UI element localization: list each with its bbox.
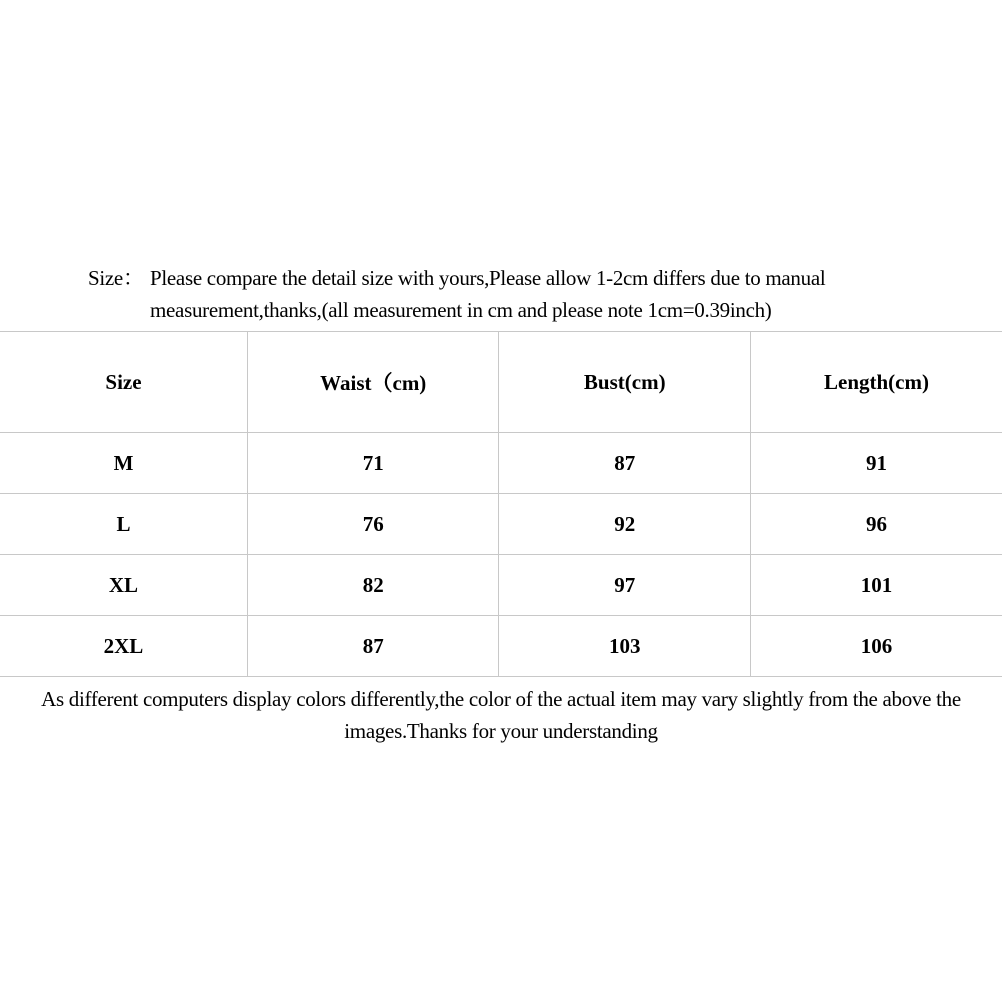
table-row [0, 494, 1002, 555]
cell-bust: 103 [499, 616, 751, 677]
cell-size: L [0, 494, 247, 555]
cell-size: M [0, 433, 247, 494]
header-length: Length(cm) [750, 332, 1002, 433]
header-size: Size [0, 332, 247, 433]
cell-length: 96 [750, 494, 1002, 555]
size-intro [88, 262, 968, 326]
cell-bust: 92 [499, 494, 751, 555]
cell-size: 2XL [0, 616, 247, 677]
cell-bust: 87 [499, 433, 751, 494]
cell-waist: 82 [247, 555, 499, 616]
cell-length: 106 [750, 616, 1002, 677]
cell-bust: 97 [499, 555, 751, 616]
cell-waist: 76 [247, 494, 499, 555]
cell-waist: 87 [247, 616, 499, 677]
table-row [0, 555, 1002, 616]
header-waist: Waist（cm) [247, 332, 499, 433]
cell-length: 91 [750, 433, 1002, 494]
color-disclaimer: As different computers display colors differently,the color of the actual item may vary slightly from the above the images.Thanks for your understanding [41, 687, 961, 743]
cell-waist: 71 [247, 433, 499, 494]
cell-size: XL [0, 555, 247, 616]
table-header-row [0, 332, 1002, 433]
size-intro-text: Please compare the detail size with yours,Please allow 1-2cm differs due to manual measurement,thanks,(all measurement in cm and please note 1cm=0.39inch) [150, 266, 826, 322]
table-row [0, 433, 1002, 494]
cell-length: 101 [750, 555, 1002, 616]
size-intro-label: Size： [88, 266, 144, 290]
header-bust: Bust(cm) [499, 332, 751, 433]
table-row [0, 616, 1002, 677]
size-chart-table [0, 331, 1002, 677]
